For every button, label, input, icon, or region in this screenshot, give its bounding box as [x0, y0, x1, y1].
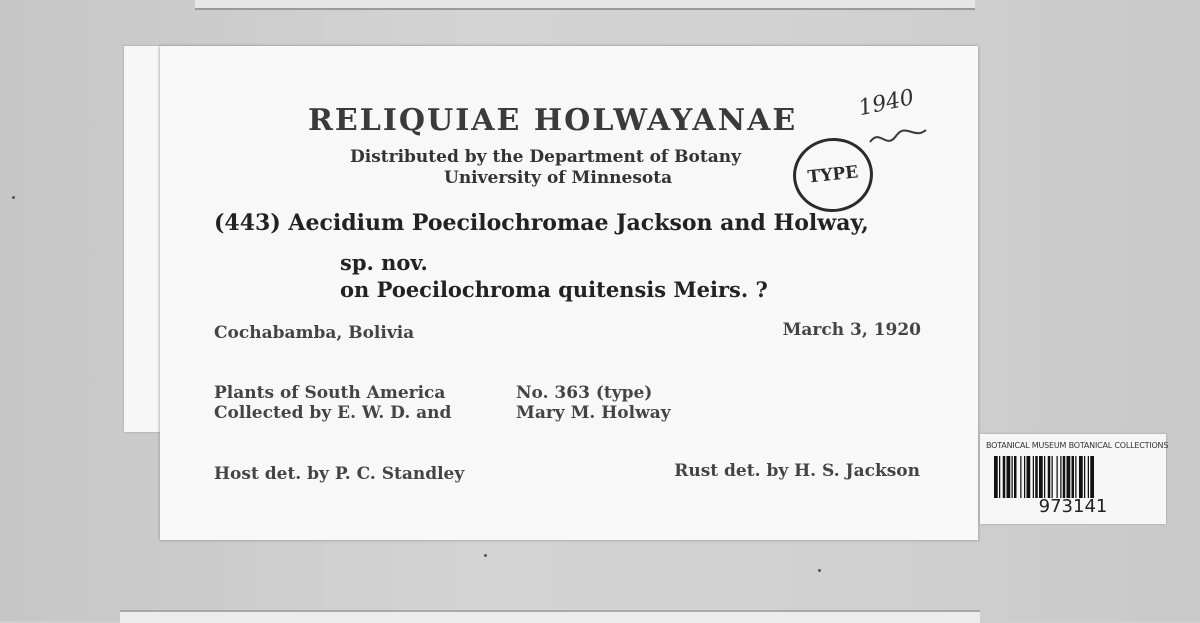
paper-speck: [12, 196, 15, 199]
handwritten-number: 1940: [856, 85, 917, 122]
collection-date: March 3, 1920: [782, 320, 921, 340]
top-paper-strip: [195, 0, 975, 10]
collection-number: No. 363 (type): [516, 383, 653, 403]
rust-determiner: Rust det. by H. S. Jackson: [674, 461, 920, 481]
barcode-number: 973141: [1038, 496, 1108, 517]
barcode-caption: BOTANICAL MUSEUM BOTANICAL COLLECTIONS: [986, 441, 1169, 450]
collectors-name: Mary M. Holway: [516, 403, 671, 423]
paper-speck: [818, 569, 821, 572]
label-subtitle-line2: University of Minnesota: [444, 168, 673, 188]
paper-speck: [484, 554, 487, 557]
barcode-icon: [994, 456, 1154, 498]
handwritten-annotation: [856, 80, 936, 160]
collection-series: Plants of South America: [214, 383, 446, 403]
host-determiner: Host det. by P. C. Standley: [214, 464, 465, 484]
bottom-paper-strip: [120, 610, 980, 623]
host-plant-line: on Poecilochroma quitensis Meirs. ?: [340, 277, 768, 302]
label-underlay: [124, 46, 164, 432]
label-subtitle-line1: Distributed by the Department of Botany: [350, 147, 741, 167]
species-name-line2: sp. nov.: [340, 250, 428, 275]
species-name-line1: (443) Aecidium Poecilochromae Jackson and Holway,: [214, 210, 869, 236]
collectors-label: Collected by E. W. D. and: [214, 403, 452, 423]
label-title: RELIQUIAE HOLWAYANAE: [308, 103, 798, 138]
type-stamp-text: TYPE: [806, 162, 860, 188]
locality: Cochabamba, Bolivia: [214, 323, 415, 343]
barcode-label: [980, 434, 1169, 524]
